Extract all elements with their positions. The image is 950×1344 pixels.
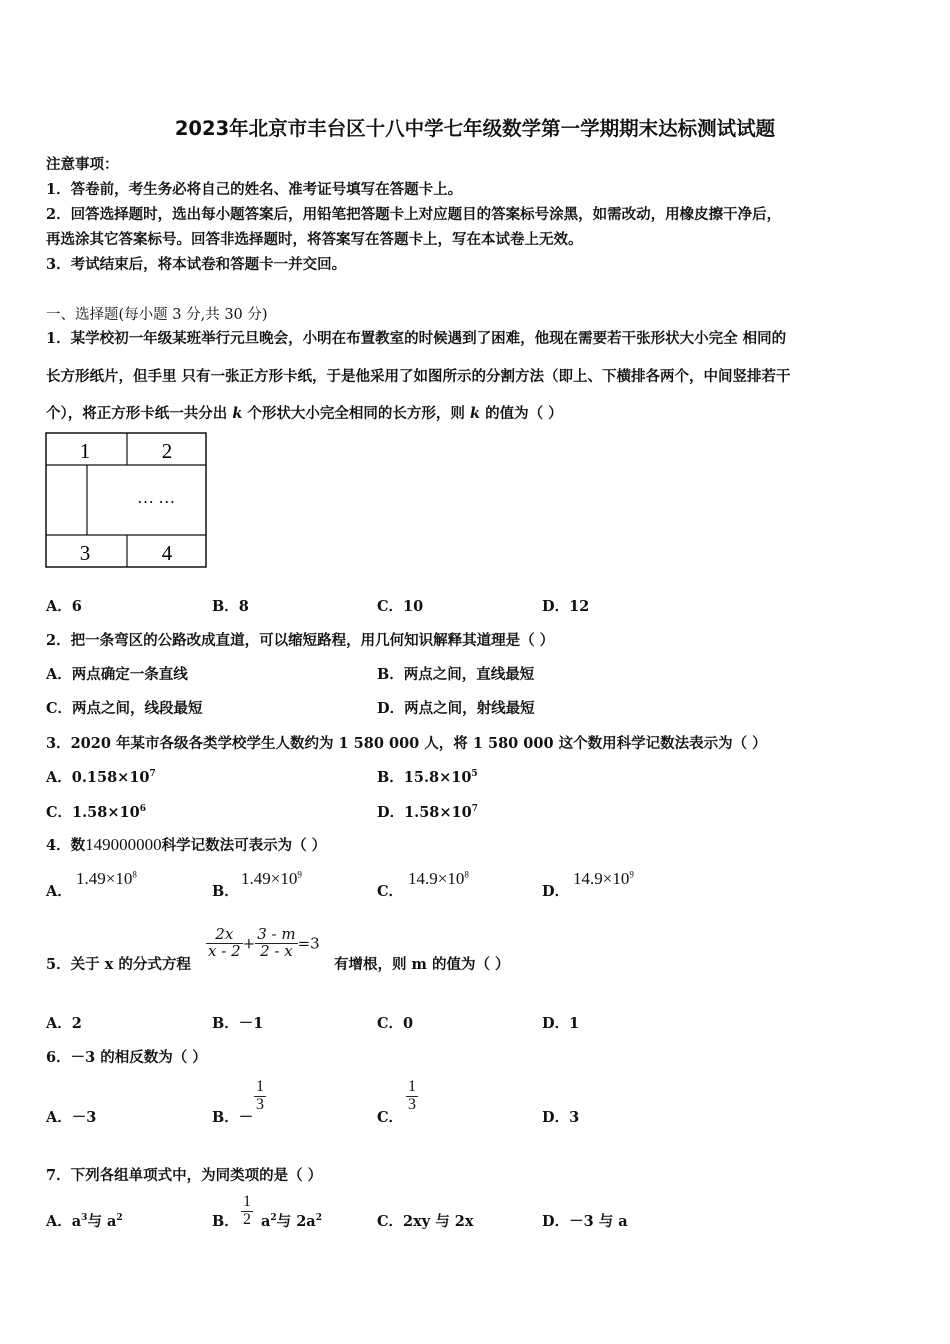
q7-b-den: 2	[243, 1210, 251, 1228]
q6-b-den: 3	[256, 1095, 264, 1113]
q2-option-a[interactable]: A．两点确定一条直线	[46, 666, 188, 683]
figure-outer-square	[46, 433, 206, 567]
q5-stem-b: 有增根，则 m 的值为（ ）	[334, 956, 510, 973]
q6-option-a[interactable]: A．－3	[46, 1109, 97, 1126]
q6-c-num: 1	[408, 1078, 416, 1095]
q3-b-label: B．	[377, 769, 404, 786]
q6-stem: 6．－3 的相反数为（ ）	[46, 1049, 207, 1066]
q1-option-c[interactable]: C．10	[377, 598, 424, 615]
q3-d-exp: 7	[471, 804, 478, 815]
q4-stem	[46, 834, 326, 855]
q3-c-base: 1.58×10	[72, 804, 140, 821]
q4-b-exp: 9	[297, 869, 302, 880]
q5-plus: +	[242, 934, 256, 953]
q7-a-mid: 与 a	[87, 1213, 117, 1230]
figure-cell-1: 1	[79, 439, 91, 463]
q4-option-a-value	[76, 869, 137, 889]
q7-option-c[interactable]: C．2xy 与 2x	[377, 1213, 474, 1230]
q3-a-exp: 7	[149, 769, 156, 780]
q1-line2: 长方形纸片，但手里 只有一张正方形卡纸，于是他采用了如图所示的分割方法（即上、下横排各两个，中间竖排若干	[46, 368, 791, 385]
q4-a-exp: 8	[132, 869, 137, 880]
q4-b-base: 1.49×10	[241, 869, 298, 888]
page-title: 2023年北京市丰台区十八中学七年级数学第一学期期末达标测试试题	[174, 117, 776, 140]
q7-b-mid: 与 2a	[276, 1213, 316, 1230]
q5-f1-den: x - 2	[208, 941, 241, 960]
q4-d-base: 14.9×10	[573, 869, 630, 888]
q4-option-c-value	[408, 869, 469, 889]
q1-k-var-2: k	[469, 405, 481, 422]
q7-b-exp1: 2	[270, 1213, 277, 1224]
q2-stem: 2．把一条弯区的公路改成直道，可以缩短路程，用几何知识解释其道理是（ ）	[46, 632, 555, 649]
q5-f2-den: 2 - x	[255, 943, 297, 960]
q5-option-c[interactable]: C．0	[377, 1015, 414, 1032]
q7-a-base: a	[71, 1213, 82, 1230]
q4-option-b-value	[241, 869, 302, 889]
figure-dots: … …	[137, 488, 176, 507]
q6-option-c-fraction	[406, 1079, 418, 1114]
q7-b-num: 1	[243, 1193, 251, 1210]
notice-item-2: 2．回答选择题时，选出每小题答案后，用铅笔把答题卡上对应题目的答案标号涂黑，如需改动，用橡皮擦干净后，	[46, 206, 782, 223]
q3-option-b[interactable]	[377, 766, 478, 787]
q4-stem-a: 4．数	[46, 837, 86, 854]
q4-option-a-label[interactable]: A．	[46, 883, 72, 900]
q3-b-exp: 5	[471, 769, 478, 780]
q5-fraction-2	[255, 927, 297, 960]
q3-d-base: 1.58×10	[404, 804, 472, 821]
q5-f1-num: 2x	[215, 925, 234, 943]
notice-item-2-cont: 再选涂其它答案标号。回答非选择题时，将答案写在答题卡上，写在本试卷上无效。	[46, 231, 583, 248]
q6-c-den: 3	[408, 1095, 416, 1113]
q4-option-d-label[interactable]: D．	[542, 883, 570, 900]
q6-option-d[interactable]: D．3	[542, 1109, 580, 1126]
q4-option-c-label[interactable]: C．	[377, 883, 404, 900]
q7-option-b-expr	[261, 1210, 322, 1231]
q1-line3	[46, 402, 563, 423]
q1-figure	[45, 432, 209, 570]
q5-equals: =3	[297, 934, 320, 953]
q1-line1: 1．某学校初一年级某班举行元旦晚会，小明在布置教室的时候遇到了困难，他现在需要若干张形状大小完全 相同的	[46, 330, 787, 347]
notice-item-3: 3．考试结束后，将本试卷和答题卡一并交回。	[46, 256, 347, 273]
q4-d-exp: 9	[629, 869, 634, 880]
q1-line3-part-c: 的值为（ ）	[480, 405, 563, 422]
q4-c-base: 14.9×10	[408, 869, 465, 888]
q1-option-b[interactable]: B．8	[212, 598, 249, 615]
q3-option-c[interactable]	[46, 801, 146, 822]
q3-b-base: 15.8×10	[403, 769, 472, 786]
q5-option-d[interactable]: D．1	[542, 1015, 580, 1032]
q1-option-d[interactable]: D．12	[542, 598, 590, 615]
q3-option-d[interactable]	[377, 801, 478, 822]
q7-option-b-label[interactable]: B．	[212, 1213, 239, 1230]
q7-b-base: a	[261, 1213, 271, 1230]
q7-option-d[interactable]: D．－3 与 a	[542, 1213, 628, 1230]
q1-option-a[interactable]: A．6	[46, 598, 82, 615]
q3-d-label: D．	[377, 804, 405, 821]
q4-number: 149000000	[85, 835, 162, 854]
q4-c-exp: 8	[464, 869, 469, 880]
q7-a-exp2: 2	[116, 1213, 123, 1224]
q1-line3-part-b: 个形状大小完全相同的长方形，则	[242, 405, 470, 422]
q5-stem-a: 5．关于 x 的分式方程	[46, 956, 191, 973]
q4-stem-b: 科学记数法可表示为（ ）	[161, 837, 327, 854]
q3-stem: 3．2020 年某市各级各类学校学生人数约为 1 580 000 人，将 1 580 000 这个数用科学记数法表示为（ ）	[46, 735, 767, 752]
q3-c-label: C．	[46, 804, 73, 821]
q2-option-c[interactable]: C．两点之间，线段最短	[46, 700, 203, 717]
q6-option-b-fraction	[254, 1079, 266, 1114]
notice-item-1: 1．答卷前，考生务必将自己的姓名、准考证号填写在答题卡上。	[46, 181, 463, 198]
figure-cell-2: 2	[161, 439, 173, 463]
q1-line3-part-a: 个），将正方形卡纸一共分出	[46, 405, 233, 422]
q6-option-c-label[interactable]: C．	[377, 1109, 404, 1126]
q7-stem: 7．下列各组单项式中，为同类项的是（ ）	[46, 1167, 323, 1184]
section-heading: 一、选择题(每小题 3 分,共 30 分)	[46, 307, 268, 323]
q7-a-exp1: 3	[81, 1213, 88, 1224]
q2-option-b[interactable]: B．两点之间，直线最短	[377, 666, 535, 683]
q3-option-a[interactable]	[46, 766, 156, 787]
q1-k-var: k	[232, 405, 243, 422]
q7-option-a[interactable]	[46, 1210, 123, 1231]
q3-a-label: A．	[46, 769, 72, 786]
q3-a-base: 0.158×10	[71, 769, 150, 786]
q7-option-b-fraction	[241, 1194, 253, 1229]
q3-c-exp: 6	[139, 804, 146, 815]
q4-option-b-label[interactable]: B．	[212, 883, 239, 900]
q5-option-a[interactable]: A．2	[46, 1015, 82, 1032]
q7-a-label: A．	[46, 1213, 72, 1230]
notice-heading: 注意事项：	[46, 156, 119, 173]
q7-b-exp2: 2	[315, 1213, 322, 1224]
figure-cell-3: 3	[79, 541, 91, 565]
q4-a-base: 1.49×10	[76, 869, 133, 888]
q2-option-d[interactable]: D．两点之间，射线最短	[377, 700, 535, 717]
q5-fraction-1	[206, 927, 243, 960]
figure-cell-4: 4	[161, 541, 173, 565]
q6-b-num: 1	[256, 1078, 264, 1095]
q5-f2-num: 3 - m	[257, 925, 296, 943]
q5-equation	[206, 927, 320, 960]
q4-option-d-value	[573, 869, 634, 889]
q5-option-b[interactable]: B．－1	[212, 1015, 264, 1032]
q6-option-b-label[interactable]: B．－	[212, 1109, 254, 1126]
